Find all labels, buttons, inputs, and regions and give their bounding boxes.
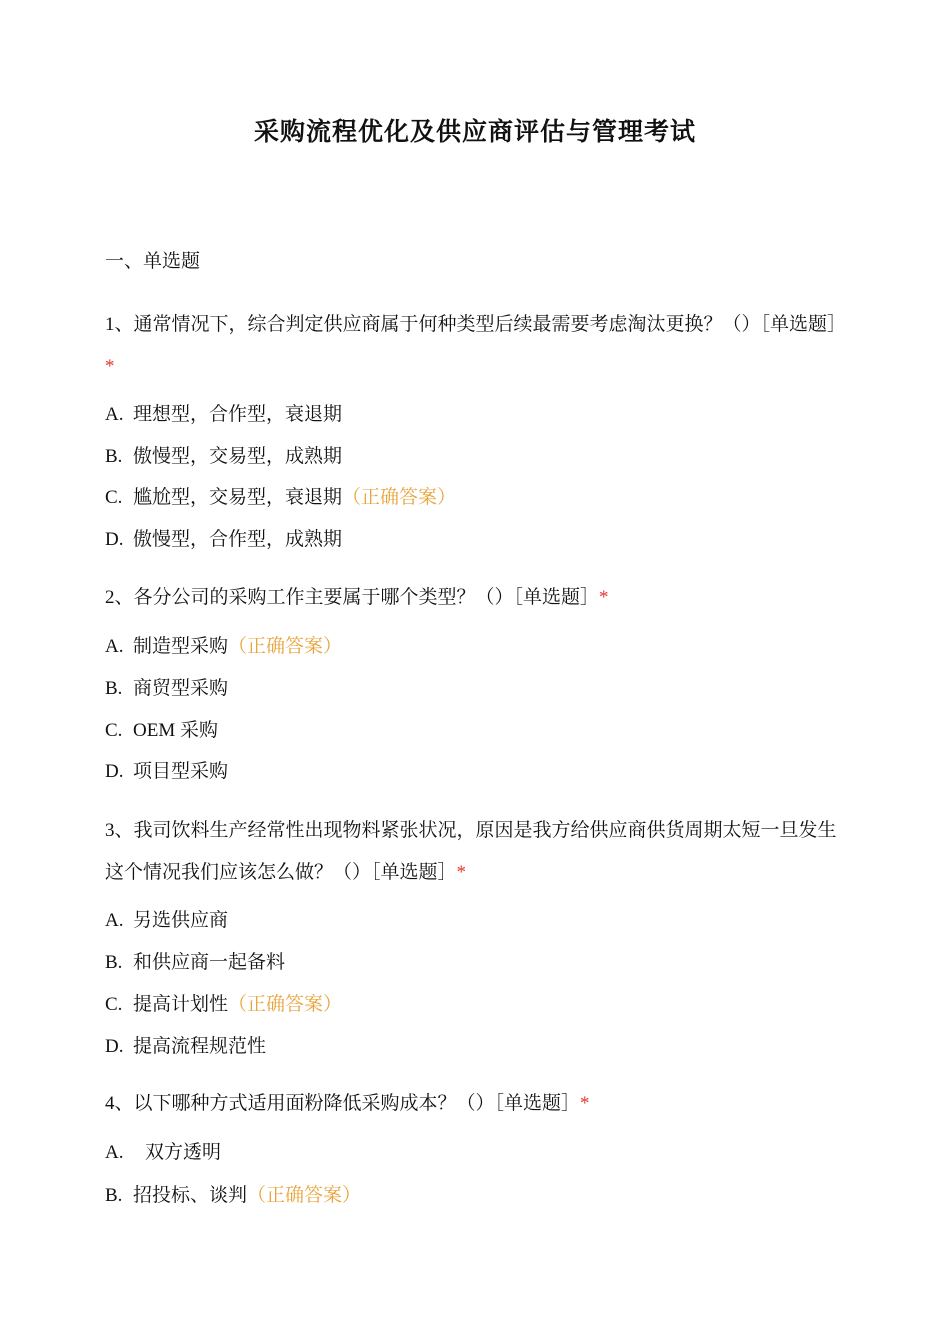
option-text: 商贸型采购 [133, 678, 229, 699]
option-letter: A. [105, 636, 124, 657]
option-text: 傲慢型，交易型，成熟期 [133, 446, 343, 467]
option-3d[interactable] [105, 1032, 266, 1062]
option-letter: B. [105, 678, 123, 699]
option-text: 傲慢型，合作型，成熟期 [133, 529, 343, 550]
option-text: 招投标、谈判 [133, 1185, 248, 1206]
question-text: 2、各分公司的采购工作主要属于哪个类型？（）［单选题］ [105, 587, 600, 608]
option-1b[interactable] [105, 442, 342, 472]
option-text: 和供应商一起备料 [133, 952, 286, 973]
option-text: 项目型采购 [133, 761, 229, 782]
option-text: 理想型，合作型，衰退期 [133, 404, 343, 425]
option-4a[interactable] [105, 1138, 221, 1168]
option-2a[interactable] [105, 632, 342, 662]
option-3b[interactable] [105, 948, 285, 978]
option-text: 另选供应商 [133, 910, 229, 931]
option-letter: B. [105, 1185, 123, 1206]
option-letter: D. [105, 761, 124, 782]
option-2b[interactable] [105, 674, 228, 704]
option-text: 尴尬型，交易型，衰退期 [133, 487, 343, 508]
option-letter: B. [105, 446, 123, 467]
option-letter: C. [105, 720, 123, 741]
correct-answer-tag: （正确答案） [228, 636, 343, 657]
required-mark: * [105, 356, 115, 377]
option-1a[interactable] [105, 400, 342, 430]
option-letter: C. [105, 487, 123, 508]
option-letter: A. [105, 910, 124, 931]
option-4b[interactable] [105, 1181, 361, 1211]
page-title: 采购流程优化及供应商评估与管理考试 [253, 119, 696, 146]
option-text: OEM 采购 [133, 720, 218, 741]
option-2c[interactable] [105, 716, 218, 746]
section-heading: 一、单选题 [105, 251, 201, 272]
correct-answer-tag: （正确答案） [342, 487, 457, 508]
question-4 [105, 1083, 855, 1125]
question-2 [105, 577, 855, 619]
option-2d[interactable] [105, 757, 228, 787]
option-text: 双方透明 [145, 1142, 222, 1163]
option-text: 提高计划性 [133, 994, 229, 1015]
correct-answer-tag: （正确答案） [228, 994, 343, 1015]
option-1c[interactable] [105, 483, 456, 513]
question-text: 1、通常情况下，综合判定供应商属于何种类型后续最需要考虑淘汰更换？（）［单选题］ [105, 314, 847, 335]
option-text: 提高流程规范性 [133, 1036, 267, 1057]
required-mark: * [456, 862, 467, 883]
question-1 [105, 304, 855, 388]
option-1d[interactable] [105, 525, 342, 555]
option-3a[interactable] [105, 906, 228, 936]
question-text: 4、以下哪种方式适用面粉降低采购成本？（）［单选题］ [105, 1093, 581, 1114]
option-letter: A. [105, 404, 124, 425]
option-letter: D. [105, 1036, 124, 1057]
question-3 [105, 810, 855, 894]
option-letter: B. [105, 952, 123, 973]
option-letter: A. [105, 1142, 124, 1163]
option-letter: D. [105, 529, 124, 550]
question-text: 3、我司饮料生产经常性出现物料紧张状况，原因是我方给供应商供货周期太短一旦发生这个情况我们应该怎么做？（）［单选题］ [105, 820, 837, 883]
required-mark: * [580, 1093, 590, 1114]
option-3c[interactable] [105, 990, 342, 1020]
required-mark: * [599, 587, 609, 608]
option-letter: C. [105, 994, 123, 1015]
option-text: 制造型采购 [133, 636, 229, 657]
correct-answer-tag: （正确答案） [247, 1185, 362, 1206]
